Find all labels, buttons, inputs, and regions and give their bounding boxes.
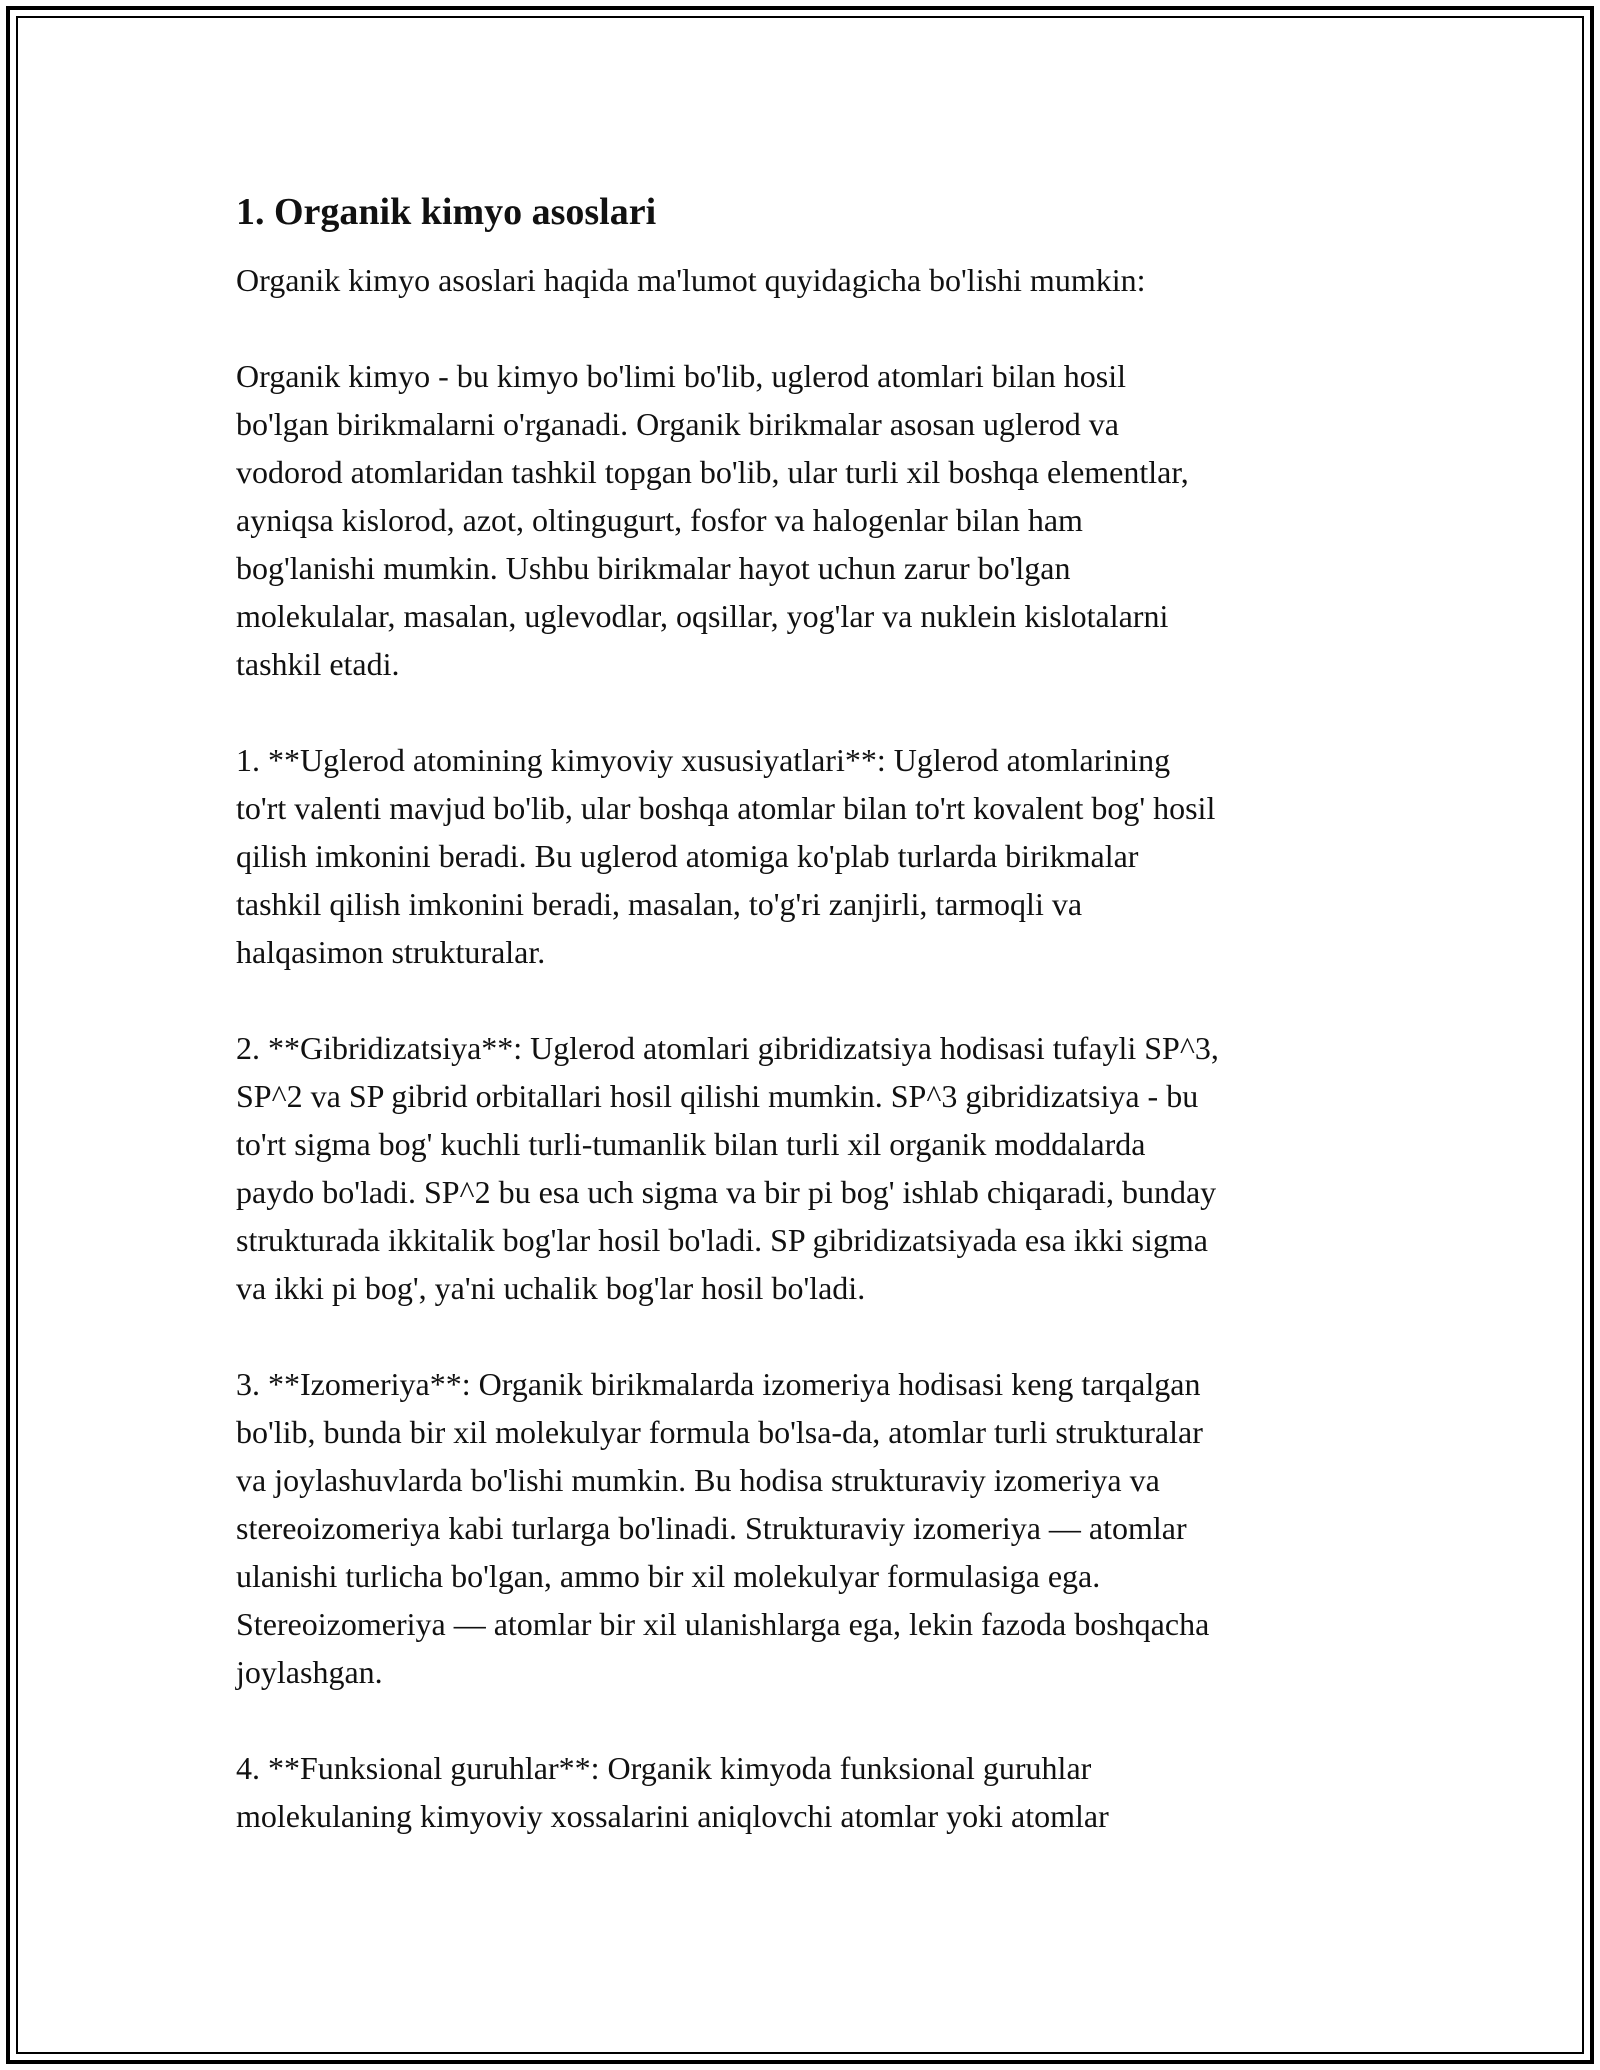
- section-heading: 1. Organik kimyo asoslari: [236, 191, 657, 233]
- definition-paragraph: Organik kimyo - bu kimyo bo'limi bo'lib, uglerod atomlari bilan hosil bo'lgan birikmalarni o'rganadi. Organik birikmalar asosan uglerod va vodorod atomlaridan tashkil topgan bo'lib, ular turli xil boshqa elementlar, ayniqsa kislorod, azot, oltingugurt, fosfor va halogenlar bilan ham bog'lanishi mumkin. Ushbu birikmalar hayot uchun zarur bo'lgan molekulalar, masalan, uglevodlar, oqsillar, yog'lar va nuklein kislotalarni tashkil etadi.: [236, 358, 1189, 682]
- document-body: [236, 188, 1356, 1840]
- list-item-isomerism: 3. **Izomeriya**: Organik birikmalarda izomeriya hodisasi keng tarqalgan bo'lib, bunda bir xil molekulyar formula bo'lsa-da, atomlar turli strukturalar va joylashuvlarda bo'lishi mumkin. Bu hodisa strukturaviy izomeriya va stereoizomeriya kabi turlarga bo'linadi. Strukturaviy izomeriya — atomlar ulanishi turlicha bo'lgan, ammo bir xil molekulyar formulasiga ega. Stereoizomeriya — atomlar bir xil ulanishlarga ega, lekin fazoda boshqacha joylashgan.: [236, 1366, 1210, 1690]
- intro-paragraph: Organik kimyo asoslari haqida ma'lumot quyidagicha bo'lishi mumkin:: [236, 262, 1146, 298]
- list-item-carbon-properties: 1. **Uglerod atomining kimyoviy xususiyatlari**: Uglerod atomlarining to'rt valenti mavjud bo'lib, ular boshqa atomlar bilan to'rt kovalent bog' hosil qilish imkonini beradi. Bu uglerod atomiga ko'plab turlarda birikmalar tashkil qilish imkonini beradi, masalan, to'g'ri zanjirli, tarmoqli va halqasimon strukturalar.: [236, 742, 1216, 970]
- list-item-hybridization: 2. **Gibridizatsiya**: Uglerod atomlari gibridizatsiya hodisasi tufayli SP^3, SP^2 va SP gibrid orbitallari hosil qilishi mumkin. SP^3 gibridizatsiya - bu to'rt sigma bog' kuchli turli-tumanlik bilan turli xil organik moddalarda paydo bo'ladi. SP^2 bu esa uch sigma va bir pi bog' ishlab chiqaradi, bunday strukturada ikkitalik bog'lar hosil bo'ladi. SP gibridizatsiyada esa ikki sigma va ikki pi bog', ya'ni uchalik bog'lar hosil bo'ladi.: [236, 1030, 1219, 1306]
- list-item-functional-groups: 4. **Funksional guruhlar**: Organik kimyoda funksional guruhlar molekulaning kimyoviy xossalarini aniqlovchi atomlar yoki atomlar: [236, 1750, 1109, 1834]
